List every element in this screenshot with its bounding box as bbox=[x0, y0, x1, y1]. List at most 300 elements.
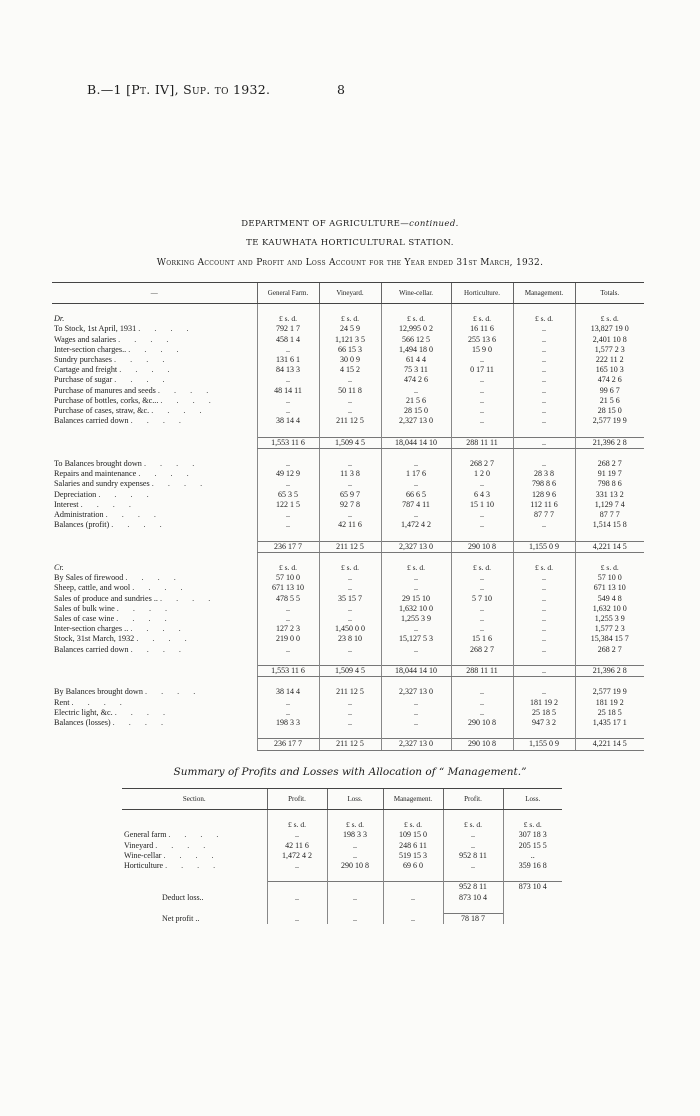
currency-units: £ s. d. bbox=[451, 314, 513, 324]
spacer-row bbox=[52, 304, 644, 315]
spacer-cell bbox=[52, 530, 257, 541]
amount-cell: 28 15 0 bbox=[575, 406, 644, 416]
amount-cell: .. bbox=[319, 459, 381, 469]
currency-units: £ s. d. bbox=[381, 563, 451, 573]
spacer-cell bbox=[267, 903, 327, 914]
amount-cell: .. bbox=[319, 708, 381, 718]
row-label-text: Vineyard bbox=[124, 840, 154, 850]
amount-cell: 50 11 8 bbox=[319, 386, 381, 396]
row-label bbox=[52, 479, 257, 489]
net-profit-row bbox=[122, 913, 562, 924]
spacer-cell bbox=[451, 728, 513, 739]
table-row bbox=[52, 490, 644, 500]
amount-cell: .. bbox=[451, 396, 513, 406]
total-row bbox=[52, 437, 644, 448]
summary-col-loss: Loss. bbox=[327, 789, 383, 810]
amount-cell: .. bbox=[451, 510, 513, 520]
amount-cell: 18,044 14 10 bbox=[381, 666, 451, 677]
amount-cell: 1,472 4 2 bbox=[267, 851, 327, 861]
leader-dots: . . . . bbox=[116, 603, 174, 613]
amount-cell: 478 5 5 bbox=[257, 594, 319, 604]
amount-cell: 288 11 11 bbox=[451, 437, 513, 448]
spacer-cell bbox=[381, 426, 451, 437]
amount-cell: .. bbox=[267, 861, 327, 871]
row-label bbox=[52, 573, 257, 583]
spacer-cell bbox=[319, 655, 381, 666]
amount-cell: 1,155 0 9 bbox=[513, 541, 575, 552]
row-label bbox=[52, 459, 257, 469]
amount-cell: .. bbox=[257, 604, 319, 614]
spacer-row bbox=[52, 728, 644, 739]
amount-cell: .. bbox=[319, 645, 381, 655]
amount-cell: 38 14 4 bbox=[257, 416, 319, 426]
row-label-text: Balances carried down bbox=[54, 644, 129, 654]
amount-cell: 65 3 5 bbox=[257, 490, 319, 500]
row-label-text: Purchase of cases, straw, &c. bbox=[54, 406, 150, 416]
amount-cell: .. bbox=[513, 416, 575, 426]
amount-cell: 23 8 10 bbox=[319, 634, 381, 644]
amount-cell: 15 1 10 bbox=[451, 500, 513, 510]
amount-cell: 181 19 2 bbox=[513, 698, 575, 708]
amount-cell: 268 2 7 bbox=[575, 459, 644, 469]
amount-cell: 21,396 2 8 bbox=[575, 666, 644, 677]
amount-cell: 211 12 5 bbox=[319, 416, 381, 426]
spacer-cell bbox=[451, 552, 513, 563]
spacer-cell bbox=[443, 871, 503, 882]
leader-dots: . . . . bbox=[132, 583, 189, 593]
table-row bbox=[52, 459, 644, 469]
amount-cell: 165 10 3 bbox=[575, 365, 644, 375]
row-label bbox=[122, 841, 267, 851]
row-label-text: Purchase of sugar bbox=[54, 375, 113, 385]
spacer-cell bbox=[451, 304, 513, 315]
spacer-cell bbox=[575, 530, 644, 541]
amount-cell: .. bbox=[513, 355, 575, 365]
amount-cell: .. bbox=[513, 614, 575, 624]
amount-cell: .. bbox=[513, 406, 575, 416]
page-header bbox=[87, 82, 346, 97]
working-account-table bbox=[52, 282, 644, 751]
amount-cell: 2,577 19 9 bbox=[575, 687, 644, 697]
row-label-empty bbox=[52, 666, 257, 677]
amount-cell: 29 15 10 bbox=[381, 594, 451, 604]
amount-cell: 21 5 6 bbox=[381, 396, 451, 406]
ditto-cell: .. bbox=[267, 913, 327, 924]
row-label-empty bbox=[52, 437, 257, 448]
row-label bbox=[52, 718, 257, 728]
blank-cell bbox=[503, 913, 562, 924]
amount-cell: 66 6 5 bbox=[381, 490, 451, 500]
amount-cell: .. bbox=[327, 851, 383, 861]
amount-cell: 35 15 7 bbox=[319, 594, 381, 604]
amount-cell: 57 10 0 bbox=[575, 573, 644, 583]
spacer-cell bbox=[451, 530, 513, 541]
col-header-label: — bbox=[52, 283, 257, 304]
row-label bbox=[122, 861, 267, 871]
table-row bbox=[52, 324, 644, 334]
amount-cell: .. bbox=[319, 583, 381, 593]
amount-cell: 236 17 7 bbox=[257, 739, 319, 750]
currency-units: £ s. d. bbox=[319, 563, 381, 573]
spacer-row bbox=[52, 655, 644, 666]
amount-cell: 458 1 4 bbox=[257, 335, 319, 345]
amount-cell: .. bbox=[257, 479, 319, 489]
leader-dots: . . . . bbox=[159, 593, 217, 603]
row-label-text: Rent bbox=[54, 697, 70, 707]
department-name: DEPARTMENT OF AGRICULTURE— bbox=[241, 219, 410, 229]
spacer-cell bbox=[443, 903, 503, 914]
row-label bbox=[52, 314, 257, 324]
account-title: Working Account and Profit and Loss Account for the Year ended 31st March, 1932. bbox=[156, 258, 544, 268]
row-label-text: Repairs and maintenance bbox=[54, 469, 137, 479]
spacer-cell bbox=[257, 677, 319, 688]
amount-cell: .. bbox=[257, 708, 319, 718]
amount-cell: .. bbox=[513, 335, 575, 345]
amount-cell: 1,435 17 1 bbox=[575, 718, 644, 728]
amount-cell: .. bbox=[451, 479, 513, 489]
spacer-cell bbox=[52, 426, 257, 437]
summary-title: Summary of Profits and Losses with Allocation of “ Management.” bbox=[173, 766, 527, 778]
amount-cell: 127 2 3 bbox=[257, 624, 319, 634]
amount-cell: 268 2 7 bbox=[451, 459, 513, 469]
amount-cell: 1,155 0 9 bbox=[513, 739, 575, 750]
summary-col-net-loss: Loss. bbox=[503, 789, 562, 810]
amount-cell: 66 15 3 bbox=[319, 345, 381, 355]
leader-dots: . . . . bbox=[168, 830, 225, 840]
table-row bbox=[52, 345, 644, 355]
amount-cell: .. bbox=[513, 345, 575, 355]
spacer-row bbox=[52, 552, 644, 563]
spacer-cell bbox=[381, 448, 451, 459]
spacer-cell bbox=[575, 448, 644, 459]
amount-cell: 268 2 7 bbox=[451, 645, 513, 655]
row-label bbox=[52, 520, 257, 530]
amount-cell: 290 10 8 bbox=[451, 718, 513, 728]
spacer-cell bbox=[383, 871, 443, 882]
table-row bbox=[52, 479, 644, 489]
amount-cell: 48 14 11 bbox=[257, 386, 319, 396]
amount-cell: .. bbox=[381, 698, 451, 708]
leader-dots: . . . . bbox=[138, 469, 195, 479]
amount-cell: 15,127 5 3 bbox=[381, 634, 451, 644]
leader-dots: . . . . bbox=[114, 375, 171, 385]
spacer-cell bbox=[122, 810, 267, 821]
row-label-empty bbox=[52, 541, 257, 552]
amount-cell: .. bbox=[513, 324, 575, 334]
subtotal-profit: 952 8 11 bbox=[443, 882, 503, 893]
row-label-text: Balances carried down bbox=[54, 416, 129, 426]
spacer-cell bbox=[503, 810, 562, 821]
row-label bbox=[52, 634, 257, 644]
spacer-cell bbox=[451, 426, 513, 437]
row-label-text: Interest bbox=[54, 499, 79, 509]
row-label bbox=[122, 851, 267, 861]
table-row bbox=[52, 687, 644, 697]
net-profit-label: Net profit .. bbox=[162, 913, 200, 923]
leader-dots: . . . . bbox=[151, 479, 209, 489]
leader-dots: . . . . bbox=[130, 644, 187, 654]
row-label-text: Dr. bbox=[54, 314, 65, 324]
spacer-cell bbox=[513, 426, 575, 437]
amount-cell: 198 3 3 bbox=[257, 718, 319, 728]
spacer-cell bbox=[319, 304, 381, 315]
leader-dots: . . . . bbox=[128, 344, 185, 354]
amount-cell: 112 11 6 bbox=[513, 500, 575, 510]
spacer-row bbox=[52, 426, 644, 437]
amount-cell: 57 10 0 bbox=[257, 573, 319, 583]
table-row bbox=[52, 634, 644, 644]
row-label bbox=[52, 490, 257, 500]
amount-cell: .. bbox=[257, 396, 319, 406]
amount-cell: 331 13 2 bbox=[575, 490, 644, 500]
col-header-horticulture: Horticulture. bbox=[451, 283, 513, 304]
row-label-text: Electric light, &c. bbox=[54, 707, 113, 717]
amount-cell: .. bbox=[451, 375, 513, 385]
amount-cell: 268 2 7 bbox=[575, 645, 644, 655]
row-label-text: Salaries and sundry expenses bbox=[54, 479, 150, 489]
spacer-cell bbox=[381, 655, 451, 666]
row-label bbox=[52, 406, 257, 416]
amount-cell: 248 6 11 bbox=[383, 841, 443, 851]
spacer-cell bbox=[319, 448, 381, 459]
currency-units-row bbox=[52, 314, 644, 324]
amount-cell: .. bbox=[451, 698, 513, 708]
amount-cell: 198 3 3 bbox=[327, 830, 383, 840]
spacer-cell bbox=[381, 677, 451, 688]
spacer-cell bbox=[451, 655, 513, 666]
amount-cell: 42 11 6 bbox=[267, 841, 327, 851]
amount-cell: .. bbox=[381, 718, 451, 728]
table-row bbox=[52, 510, 644, 520]
amount-cell: .. bbox=[503, 851, 562, 861]
amount-cell: 798 8 6 bbox=[513, 479, 575, 489]
amount-cell: .. bbox=[451, 406, 513, 416]
row-label-text: To Stock, 1st April, 1931 bbox=[54, 324, 137, 334]
amount-cell: 24 5 9 bbox=[319, 324, 381, 334]
department-continued: continued. bbox=[409, 219, 459, 229]
leader-dots: . . . . bbox=[155, 840, 212, 850]
amount-cell: 519 15 3 bbox=[383, 851, 443, 861]
currency-units: £ s. d. bbox=[575, 563, 644, 573]
amount-cell: 1,553 11 6 bbox=[257, 666, 319, 677]
row-label bbox=[52, 624, 257, 634]
amount-cell: 2,401 10 8 bbox=[575, 335, 644, 345]
amount-cell: 671 13 10 bbox=[257, 583, 319, 593]
leader-dots: . . . . bbox=[125, 573, 182, 583]
spacer-cell bbox=[381, 530, 451, 541]
summary-col-profit: Profit. bbox=[267, 789, 327, 810]
spacer-cell bbox=[513, 552, 575, 563]
header-row bbox=[52, 283, 644, 304]
amount-cell: 25 18 5 bbox=[513, 708, 575, 718]
amount-cell: .. bbox=[319, 479, 381, 489]
row-label bbox=[52, 469, 257, 479]
amount-cell: 1,255 3 9 bbox=[575, 614, 644, 624]
amount-cell: 952 8 11 bbox=[443, 851, 503, 861]
currency-units: £ s. d. bbox=[383, 820, 443, 830]
spacer-cell bbox=[513, 677, 575, 688]
amount-cell: .. bbox=[451, 386, 513, 396]
table-row bbox=[52, 718, 644, 728]
amount-cell: 61 4 4 bbox=[381, 355, 451, 365]
spacer-cell bbox=[575, 728, 644, 739]
deduct-loss-value: 873 10 4 bbox=[443, 893, 503, 903]
amount-cell: 109 15 0 bbox=[383, 830, 443, 840]
amount-cell: 549 4 8 bbox=[575, 594, 644, 604]
row-label-text: Cartage and freight bbox=[54, 365, 118, 375]
amount-cell: 38 14 4 bbox=[257, 687, 319, 697]
amount-cell: .. bbox=[513, 396, 575, 406]
amount-cell: 211 12 5 bbox=[319, 541, 381, 552]
main-table-body bbox=[52, 304, 644, 751]
row-label bbox=[52, 345, 257, 355]
amount-cell: 1,255 3 9 bbox=[381, 614, 451, 624]
summary-header-row bbox=[122, 789, 562, 810]
leader-dots: . . . . bbox=[98, 489, 155, 499]
amount-cell: .. bbox=[451, 416, 513, 426]
row-label bbox=[52, 698, 257, 708]
spacer-row bbox=[122, 903, 562, 914]
currency-units: £ s. d. bbox=[503, 820, 562, 830]
leader-dots: . . . . bbox=[157, 385, 215, 395]
amount-cell: .. bbox=[381, 479, 451, 489]
amount-cell: .. bbox=[513, 520, 575, 530]
amount-cell: 25 18 5 bbox=[575, 708, 644, 718]
table-row bbox=[52, 520, 644, 530]
leader-dots: . . . . bbox=[111, 520, 168, 530]
amount-cell: 307 18 3 bbox=[503, 830, 562, 840]
amount-cell: .. bbox=[257, 645, 319, 655]
amount-cell: .. bbox=[267, 830, 327, 840]
spacer-row bbox=[122, 810, 562, 821]
amount-cell: 13,827 19 0 bbox=[575, 324, 644, 334]
row-label-empty bbox=[122, 882, 267, 893]
amount-cell: 474 2 6 bbox=[381, 375, 451, 385]
spacer-cell bbox=[257, 530, 319, 541]
amount-cell: 15 9 0 bbox=[451, 345, 513, 355]
amount-cell: .. bbox=[513, 375, 575, 385]
amount-cell: 0 17 11 bbox=[451, 365, 513, 375]
amount-cell: 798 8 6 bbox=[575, 479, 644, 489]
table-row bbox=[52, 573, 644, 583]
amount-cell: 792 1 7 bbox=[257, 324, 319, 334]
leader-dots: . . . . bbox=[160, 395, 217, 405]
row-label bbox=[52, 687, 257, 697]
col-header-totals: Totals. bbox=[575, 283, 644, 304]
row-label-text: Sheep, cattle, and wool bbox=[54, 583, 131, 593]
table-row bbox=[52, 335, 644, 345]
row-label-text: Sales of case wine bbox=[54, 614, 115, 624]
amount-cell: 947 3 2 bbox=[513, 718, 575, 728]
currency-units: £ s. d. bbox=[443, 820, 503, 830]
amount-cell: 359 16 8 bbox=[503, 861, 562, 871]
amount-cell: 16 11 6 bbox=[451, 324, 513, 334]
amount-cell: .. bbox=[257, 520, 319, 530]
leader-dots: . . . . bbox=[165, 861, 222, 870]
row-label-text: Inter-section charges .. bbox=[54, 624, 129, 634]
table-row bbox=[52, 624, 644, 634]
blank-cell bbox=[383, 882, 443, 893]
currency-units: £ s. d. bbox=[257, 314, 319, 324]
leader-dots: . . . . bbox=[143, 459, 201, 468]
amount-cell: 222 11 2 bbox=[575, 355, 644, 365]
amount-cell: .. bbox=[513, 624, 575, 634]
amount-cell: .. bbox=[381, 645, 451, 655]
spacer-cell bbox=[443, 810, 503, 821]
amount-cell: .. bbox=[381, 459, 451, 469]
amount-cell: .. bbox=[257, 614, 319, 624]
spacer-cell bbox=[319, 677, 381, 688]
amount-cell: 87 7 7 bbox=[513, 510, 575, 520]
summary-table-body bbox=[122, 810, 562, 925]
amount-cell: .. bbox=[319, 573, 381, 583]
amount-cell: 219 0 0 bbox=[257, 634, 319, 644]
row-label bbox=[52, 604, 257, 614]
amount-cell: .. bbox=[319, 510, 381, 520]
amount-cell: 1,129 7 4 bbox=[575, 500, 644, 510]
amount-cell: 1 17 6 bbox=[381, 469, 451, 479]
spacer-cell bbox=[267, 871, 327, 882]
total-row bbox=[52, 541, 644, 552]
amount-cell: 87 7 7 bbox=[575, 510, 644, 520]
leader-dots: . . . . bbox=[119, 365, 176, 375]
amount-cell: 236 17 7 bbox=[257, 541, 319, 552]
currency-units: £ s. d. bbox=[381, 314, 451, 324]
row-label-text: Administration bbox=[54, 510, 104, 520]
spacer-cell bbox=[513, 728, 575, 739]
currency-units: £ s. d. bbox=[513, 314, 575, 324]
amount-cell: .. bbox=[451, 708, 513, 718]
summary-table bbox=[122, 788, 562, 924]
spacer-cell bbox=[381, 304, 451, 315]
amount-cell: 474 2 6 bbox=[575, 375, 644, 385]
row-label-text: General farm bbox=[124, 830, 167, 840]
currency-units: £ s. d. bbox=[575, 314, 644, 324]
row-label-text: Balances (losses) bbox=[54, 718, 111, 728]
spacer-cell bbox=[327, 903, 383, 914]
amount-cell: .. bbox=[257, 459, 319, 469]
department-heading bbox=[0, 219, 700, 229]
deduct-loss-label: Deduct loss.. bbox=[162, 892, 204, 902]
spacer-cell bbox=[381, 552, 451, 563]
amount-cell: 288 11 11 bbox=[451, 666, 513, 677]
amount-cell: 1,509 4 5 bbox=[319, 437, 381, 448]
spacer-cell bbox=[327, 871, 383, 882]
spacer-row bbox=[52, 530, 644, 541]
amount-cell: 75 3 11 bbox=[381, 365, 451, 375]
amount-cell: 1,450 0 0 bbox=[319, 624, 381, 634]
amount-cell: .. bbox=[513, 604, 575, 614]
amount-cell: .. bbox=[451, 687, 513, 697]
amount-cell: 671 13 10 bbox=[575, 583, 644, 593]
amount-cell: 21,396 2 8 bbox=[575, 437, 644, 448]
amount-cell: .. bbox=[513, 386, 575, 396]
amount-cell: .. bbox=[319, 698, 381, 708]
table-row bbox=[52, 594, 644, 604]
spacer-cell bbox=[319, 728, 381, 739]
row-label bbox=[122, 830, 267, 840]
leader-dots: . . . . bbox=[116, 614, 173, 624]
spacer-cell bbox=[319, 530, 381, 541]
table-row bbox=[52, 698, 644, 708]
row-label-text: Stock, 31st March, 1932 bbox=[54, 634, 135, 644]
leader-dots: . . . . bbox=[112, 718, 169, 728]
currency-units: £ s. d. bbox=[451, 563, 513, 573]
amount-cell: 69 6 0 bbox=[383, 861, 443, 871]
table-row bbox=[52, 386, 644, 396]
amount-cell: .. bbox=[443, 861, 503, 871]
currency-units-row bbox=[122, 820, 562, 830]
